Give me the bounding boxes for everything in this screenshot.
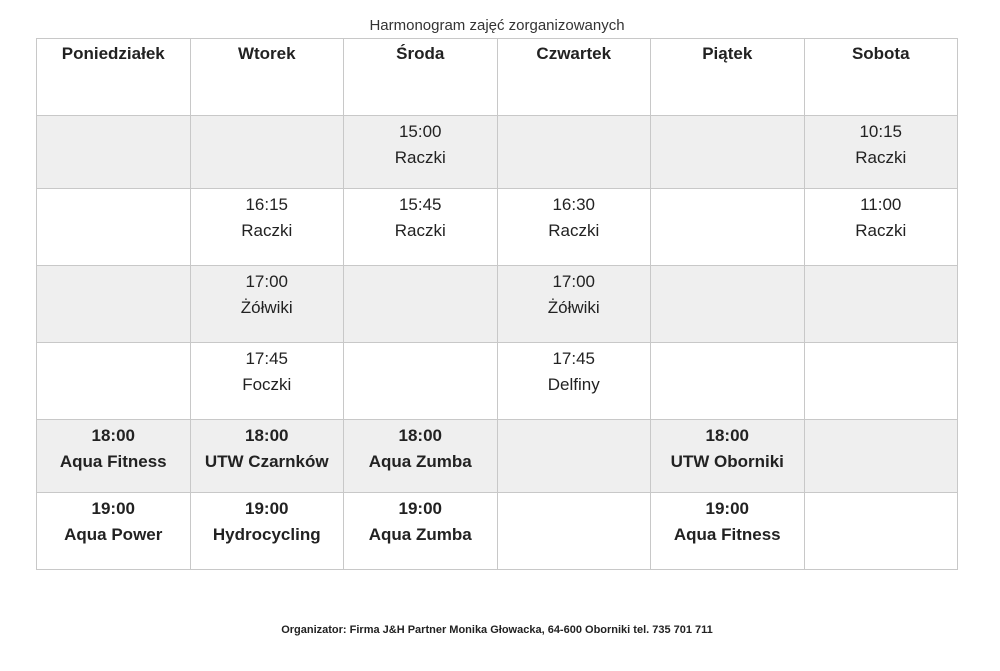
class-slot xyxy=(191,420,344,475)
day-header: Piątek xyxy=(651,39,805,116)
schedule-cell xyxy=(190,266,344,343)
schedule-cell xyxy=(37,420,191,493)
schedule-cell xyxy=(497,189,651,266)
class-slot xyxy=(651,420,804,475)
class-time: 17:00 xyxy=(552,272,596,291)
schedule-cell xyxy=(804,343,958,420)
class-name: Aqua Power xyxy=(64,525,163,544)
schedule-cell xyxy=(344,116,498,189)
class-time: 15:45 xyxy=(398,195,442,214)
class-name: Aqua Zumba xyxy=(368,452,472,471)
organizer-footer: Organizator: Firma J&H Partner Monika Głowacka, 64-600 Oborniki tel. 735 701 711 xyxy=(281,624,713,636)
day-header: Wtorek xyxy=(190,39,344,116)
schedule-cell xyxy=(190,420,344,493)
schedule-cell xyxy=(344,343,498,420)
schedule-cell xyxy=(497,420,651,493)
class-name: Żółwiki xyxy=(240,298,293,317)
schedule-row xyxy=(37,189,958,266)
class-time: 18:00 xyxy=(91,426,135,445)
class-slot xyxy=(805,116,958,171)
class-name: Żółwiki xyxy=(547,298,600,317)
class-slot xyxy=(37,420,190,475)
class-time: 19:00 xyxy=(705,499,749,518)
schedule-row xyxy=(37,493,958,570)
schedule-cell xyxy=(651,493,805,570)
class-time: 16:30 xyxy=(552,195,596,214)
class-slot xyxy=(344,189,497,244)
schedule-cell xyxy=(497,343,651,420)
class-name: Raczki xyxy=(855,148,907,167)
class-time: 19:00 xyxy=(91,499,135,518)
schedule-cell xyxy=(344,420,498,493)
schedule-cell xyxy=(37,116,191,189)
schedule-cell xyxy=(37,493,191,570)
schedule-table xyxy=(36,38,958,570)
class-slot xyxy=(37,493,190,548)
class-name: Hydrocycling xyxy=(212,525,321,544)
class-name: Raczki xyxy=(241,221,293,240)
schedule-cell xyxy=(497,116,651,189)
day-header: Środa xyxy=(344,39,498,116)
class-slot xyxy=(344,420,497,475)
schedule-cell xyxy=(344,493,498,570)
class-time: 19:00 xyxy=(245,499,289,518)
schedule-cell xyxy=(344,189,498,266)
class-time: 18:00 xyxy=(705,426,749,445)
schedule-cell xyxy=(344,266,498,343)
schedule-row xyxy=(37,116,958,189)
schedule-title: Harmonogram zajęć zorganizowanych xyxy=(369,17,625,34)
class-name: Raczki xyxy=(394,148,446,167)
class-time: 17:00 xyxy=(245,272,289,291)
day-header: Sobota xyxy=(804,39,958,116)
schedule-row xyxy=(37,420,958,493)
class-slot xyxy=(651,493,804,548)
class-time: 18:00 xyxy=(398,426,442,445)
class-name: UTW Czarnków xyxy=(204,452,329,471)
class-time: 15:00 xyxy=(398,122,442,141)
class-time: 19:00 xyxy=(398,499,442,518)
class-slot xyxy=(191,493,344,548)
schedule-cell xyxy=(497,493,651,570)
schedule-cell xyxy=(37,189,191,266)
class-time: 18:00 xyxy=(245,426,289,445)
schedule-cell xyxy=(190,343,344,420)
schedule-row xyxy=(37,343,958,420)
class-time: 17:45 xyxy=(552,349,596,368)
class-slot xyxy=(805,189,958,244)
class-name: Aqua Fitness xyxy=(673,525,781,544)
class-name: UTW Oborniki xyxy=(670,452,784,471)
class-time: 17:45 xyxy=(245,349,289,368)
class-name: Raczki xyxy=(855,221,907,240)
class-slot xyxy=(191,343,344,398)
class-slot xyxy=(191,189,344,244)
schedule-cell xyxy=(190,116,344,189)
schedule-cell xyxy=(804,189,958,266)
schedule-cell xyxy=(804,420,958,493)
class-time: 11:00 xyxy=(860,195,902,214)
schedule-cell xyxy=(804,266,958,343)
class-slot xyxy=(498,266,651,321)
class-time: 16:15 xyxy=(245,195,289,214)
schedule-cell xyxy=(37,266,191,343)
schedule-cell xyxy=(651,116,805,189)
class-time: 10:15 xyxy=(859,122,903,141)
class-name: Delfiny xyxy=(547,375,600,394)
schedule-cell xyxy=(651,189,805,266)
schedule-cell xyxy=(804,116,958,189)
schedule-cell xyxy=(190,189,344,266)
day-header: Poniedziałek xyxy=(37,39,191,116)
header-row xyxy=(37,39,958,116)
schedule-body xyxy=(37,116,958,570)
class-name: Aqua Zumba xyxy=(368,525,472,544)
class-name: Foczki xyxy=(242,375,292,394)
class-name: Aqua Fitness xyxy=(59,452,167,471)
schedule-cell xyxy=(190,493,344,570)
schedule-cell xyxy=(804,493,958,570)
schedule-cell xyxy=(651,420,805,493)
class-name: Raczki xyxy=(548,221,600,240)
day-header: Czwartek xyxy=(497,39,651,116)
schedule-cell xyxy=(497,266,651,343)
class-slot xyxy=(498,343,651,398)
schedule-cell xyxy=(651,343,805,420)
schedule-cell xyxy=(651,266,805,343)
class-slot xyxy=(191,266,344,321)
schedule-cell xyxy=(37,343,191,420)
class-slot xyxy=(498,189,651,244)
class-slot xyxy=(344,493,497,548)
class-name: Raczki xyxy=(394,221,446,240)
schedule-row xyxy=(37,266,958,343)
class-slot xyxy=(344,116,497,171)
